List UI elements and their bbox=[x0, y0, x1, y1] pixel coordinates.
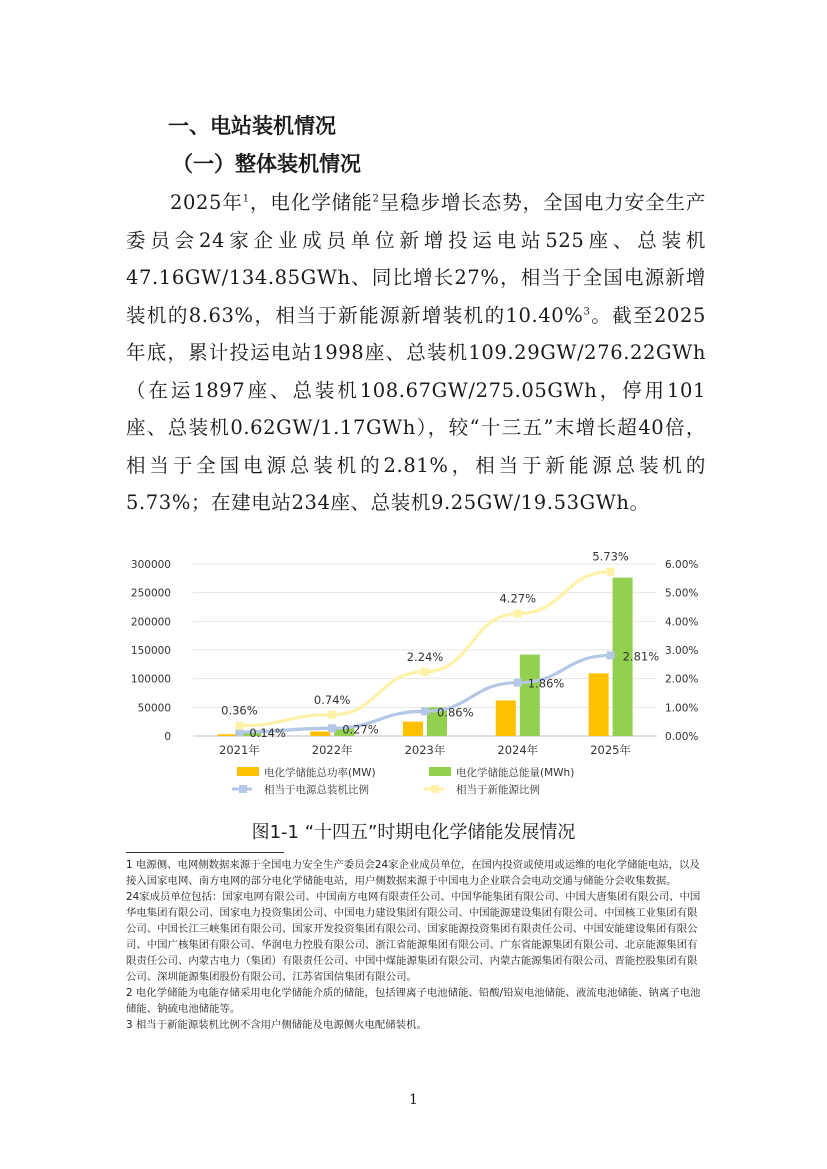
y-left-tick: 300000 bbox=[130, 559, 171, 571]
legend-label: 电化学储能总能量(MWh) bbox=[456, 767, 575, 779]
legend-label: 相当于新能源比例 bbox=[456, 784, 540, 796]
data-label-renewable-share: 5.73% bbox=[592, 549, 629, 564]
footnotes bbox=[126, 857, 706, 1033]
line-marker bbox=[514, 679, 522, 687]
bar-power bbox=[403, 722, 423, 736]
footnote-3: 3 相当于新能源装机比例不含用户侧储能及电源侧火电配储装机。 bbox=[126, 1019, 427, 1031]
y-right-tick: 3.00% bbox=[665, 645, 699, 657]
y-right-tick: 4.00% bbox=[665, 616, 699, 629]
figure-caption: 图1-1 “十四五”时期电化学储能发展情况 bbox=[251, 822, 576, 843]
footnote-ref-2[interactable]: 2 bbox=[372, 193, 380, 205]
legend-label: 电化学储能总功率(MW) bbox=[264, 767, 376, 779]
y-left-tick: 50000 bbox=[137, 702, 171, 715]
x-tick-label: 2023年 bbox=[404, 743, 446, 757]
line-marker bbox=[235, 722, 243, 730]
y-left-tick: 0 bbox=[164, 731, 171, 743]
data-label-grid-share: 0.27% bbox=[342, 722, 379, 737]
line-renewable-share bbox=[239, 572, 610, 726]
subsection-heading: （一）整体装机情况 bbox=[172, 152, 361, 176]
x-tick-label: 2021年 bbox=[219, 743, 260, 757]
legend-marker bbox=[239, 785, 247, 793]
line-marker bbox=[328, 724, 336, 732]
data-label-grid-share: 1.86% bbox=[527, 676, 565, 691]
bar-energy bbox=[520, 655, 540, 736]
data-label-grid-share: 0.86% bbox=[437, 705, 474, 720]
footnote-divider bbox=[126, 852, 284, 853]
bar-power bbox=[589, 673, 609, 736]
data-label-grid-share: 0.14% bbox=[249, 725, 286, 740]
line-marker bbox=[328, 711, 336, 719]
line-marker bbox=[421, 707, 429, 715]
legend-swatch bbox=[429, 767, 451, 776]
data-label-grid-share: 2.81% bbox=[622, 649, 660, 664]
legend-marker bbox=[431, 785, 439, 793]
line-marker bbox=[607, 568, 615, 576]
x-tick-label: 2025年 bbox=[590, 743, 631, 757]
para-text-1: 2025年 bbox=[170, 191, 243, 214]
y-left-tick: 100000 bbox=[130, 673, 171, 686]
x-tick-label: 2022年 bbox=[311, 743, 353, 757]
bar-power bbox=[310, 731, 330, 736]
bar-power bbox=[217, 734, 237, 736]
line-marker bbox=[607, 651, 615, 659]
data-label-renewable-share: 2.24% bbox=[406, 649, 444, 664]
y-left-tick: 250000 bbox=[130, 587, 171, 600]
legend-label: 相当于电源总装机比例 bbox=[264, 784, 369, 796]
data-label-renewable-share: 4.27% bbox=[499, 591, 537, 606]
y-right-tick: 6.00% bbox=[665, 559, 699, 571]
x-tick-label: 2024年 bbox=[497, 743, 539, 757]
legend-swatch bbox=[237, 767, 259, 776]
y-right-tick: 2.00% bbox=[665, 673, 699, 686]
footnote-ref-1[interactable]: 1 bbox=[242, 193, 250, 205]
para-text-3: 呈稳步增长态势，全国电力安全生产委员会24家企业成员单位新增投运电站525座、总装机47.16GW/134.85GWh、同比增长27%，相当于全国电源新增装机的8.63%，相当于新能源新增装机的10.40% bbox=[126, 191, 706, 327]
data-label-renewable-share: 0.74% bbox=[313, 692, 351, 707]
bar-power bbox=[496, 700, 516, 736]
footnote-1: 1 电源侧、电网侧数据来源于全国电力安全生产委员会24家企业成员单位，在国内投资或使用或运维的电化学储能电站，以及接入国家电网、南方电网的部分电化学储能电站，用户侧数据来源于中国电力企业联合会电动交通与储能分会收集数据。 bbox=[126, 859, 700, 887]
y-right-tick: 1.00% bbox=[665, 702, 699, 715]
line-marker bbox=[421, 668, 429, 676]
y-left-tick: 200000 bbox=[130, 616, 171, 629]
line-marker bbox=[514, 610, 522, 618]
y-left-tick: 150000 bbox=[130, 645, 171, 657]
footnote-ref-3[interactable]: 3 bbox=[583, 306, 591, 317]
section-heading: 一、电站装机情况 bbox=[168, 114, 336, 138]
data-label-renewable-share: 0.36% bbox=[221, 703, 258, 718]
footnote-members: 24家成员单位包括：国家电网有限公司、中国南方电网有限责任公司、中国华能集团有限公司、中国大唐集团有限公司、中国华电集团有限公司、国家电力投资集团公司、中国电力建设集团有限公司、中国能源建设集团有限公司、中国核工业集团有限公司、中国长江三峡集团有限公司、国家开发投资集团有限公司、国家能源投资集团有限责任公司、中国安能建设集团有限公司、中国广核集团有限公司、华润电力控股有限公司、浙江省能源集团有限公司、广东省能源集团有限公司、北京能源集团有限责任公司、内蒙古电力（集团）有限责任公司、中国中煤能源集团有限公司、内蒙古能源集团有限公司、晋能控股集团有限公司、深圳能源集团股份有限公司、江苏省国信集团有限公司。 bbox=[126, 891, 701, 983]
page-number: 1 bbox=[409, 1092, 418, 1108]
y-right-tick: 5.00% bbox=[665, 587, 699, 600]
y-right-tick: 0.00% bbox=[665, 731, 699, 743]
line-grid-share bbox=[239, 655, 610, 732]
para-text-4: 。截至2025年底，累计投运电站1998座、总装机109.29GW/276.22GWh（在运1897座、总装机108.67GW/275.05GWh，停用101座、总装机0.62GW/1.17GWh），较“十三五”末增长超40倍，相当于全国电源总装机的2.81%，相当于新能源总装机的5.73%；在建电站234座、总装机9.25GW/19.53GWh。 bbox=[126, 303, 706, 514]
para-text-2: ，电化学储能 bbox=[249, 191, 373, 214]
footnote-2: 2 电化学储能为电能存储采用电化学储能介质的储能，包括锂离子电池储能、铅酸/铅炭电池储能、液流电池储能、钠离子电池储能、钠硫电池储能等。 bbox=[126, 987, 701, 1015]
